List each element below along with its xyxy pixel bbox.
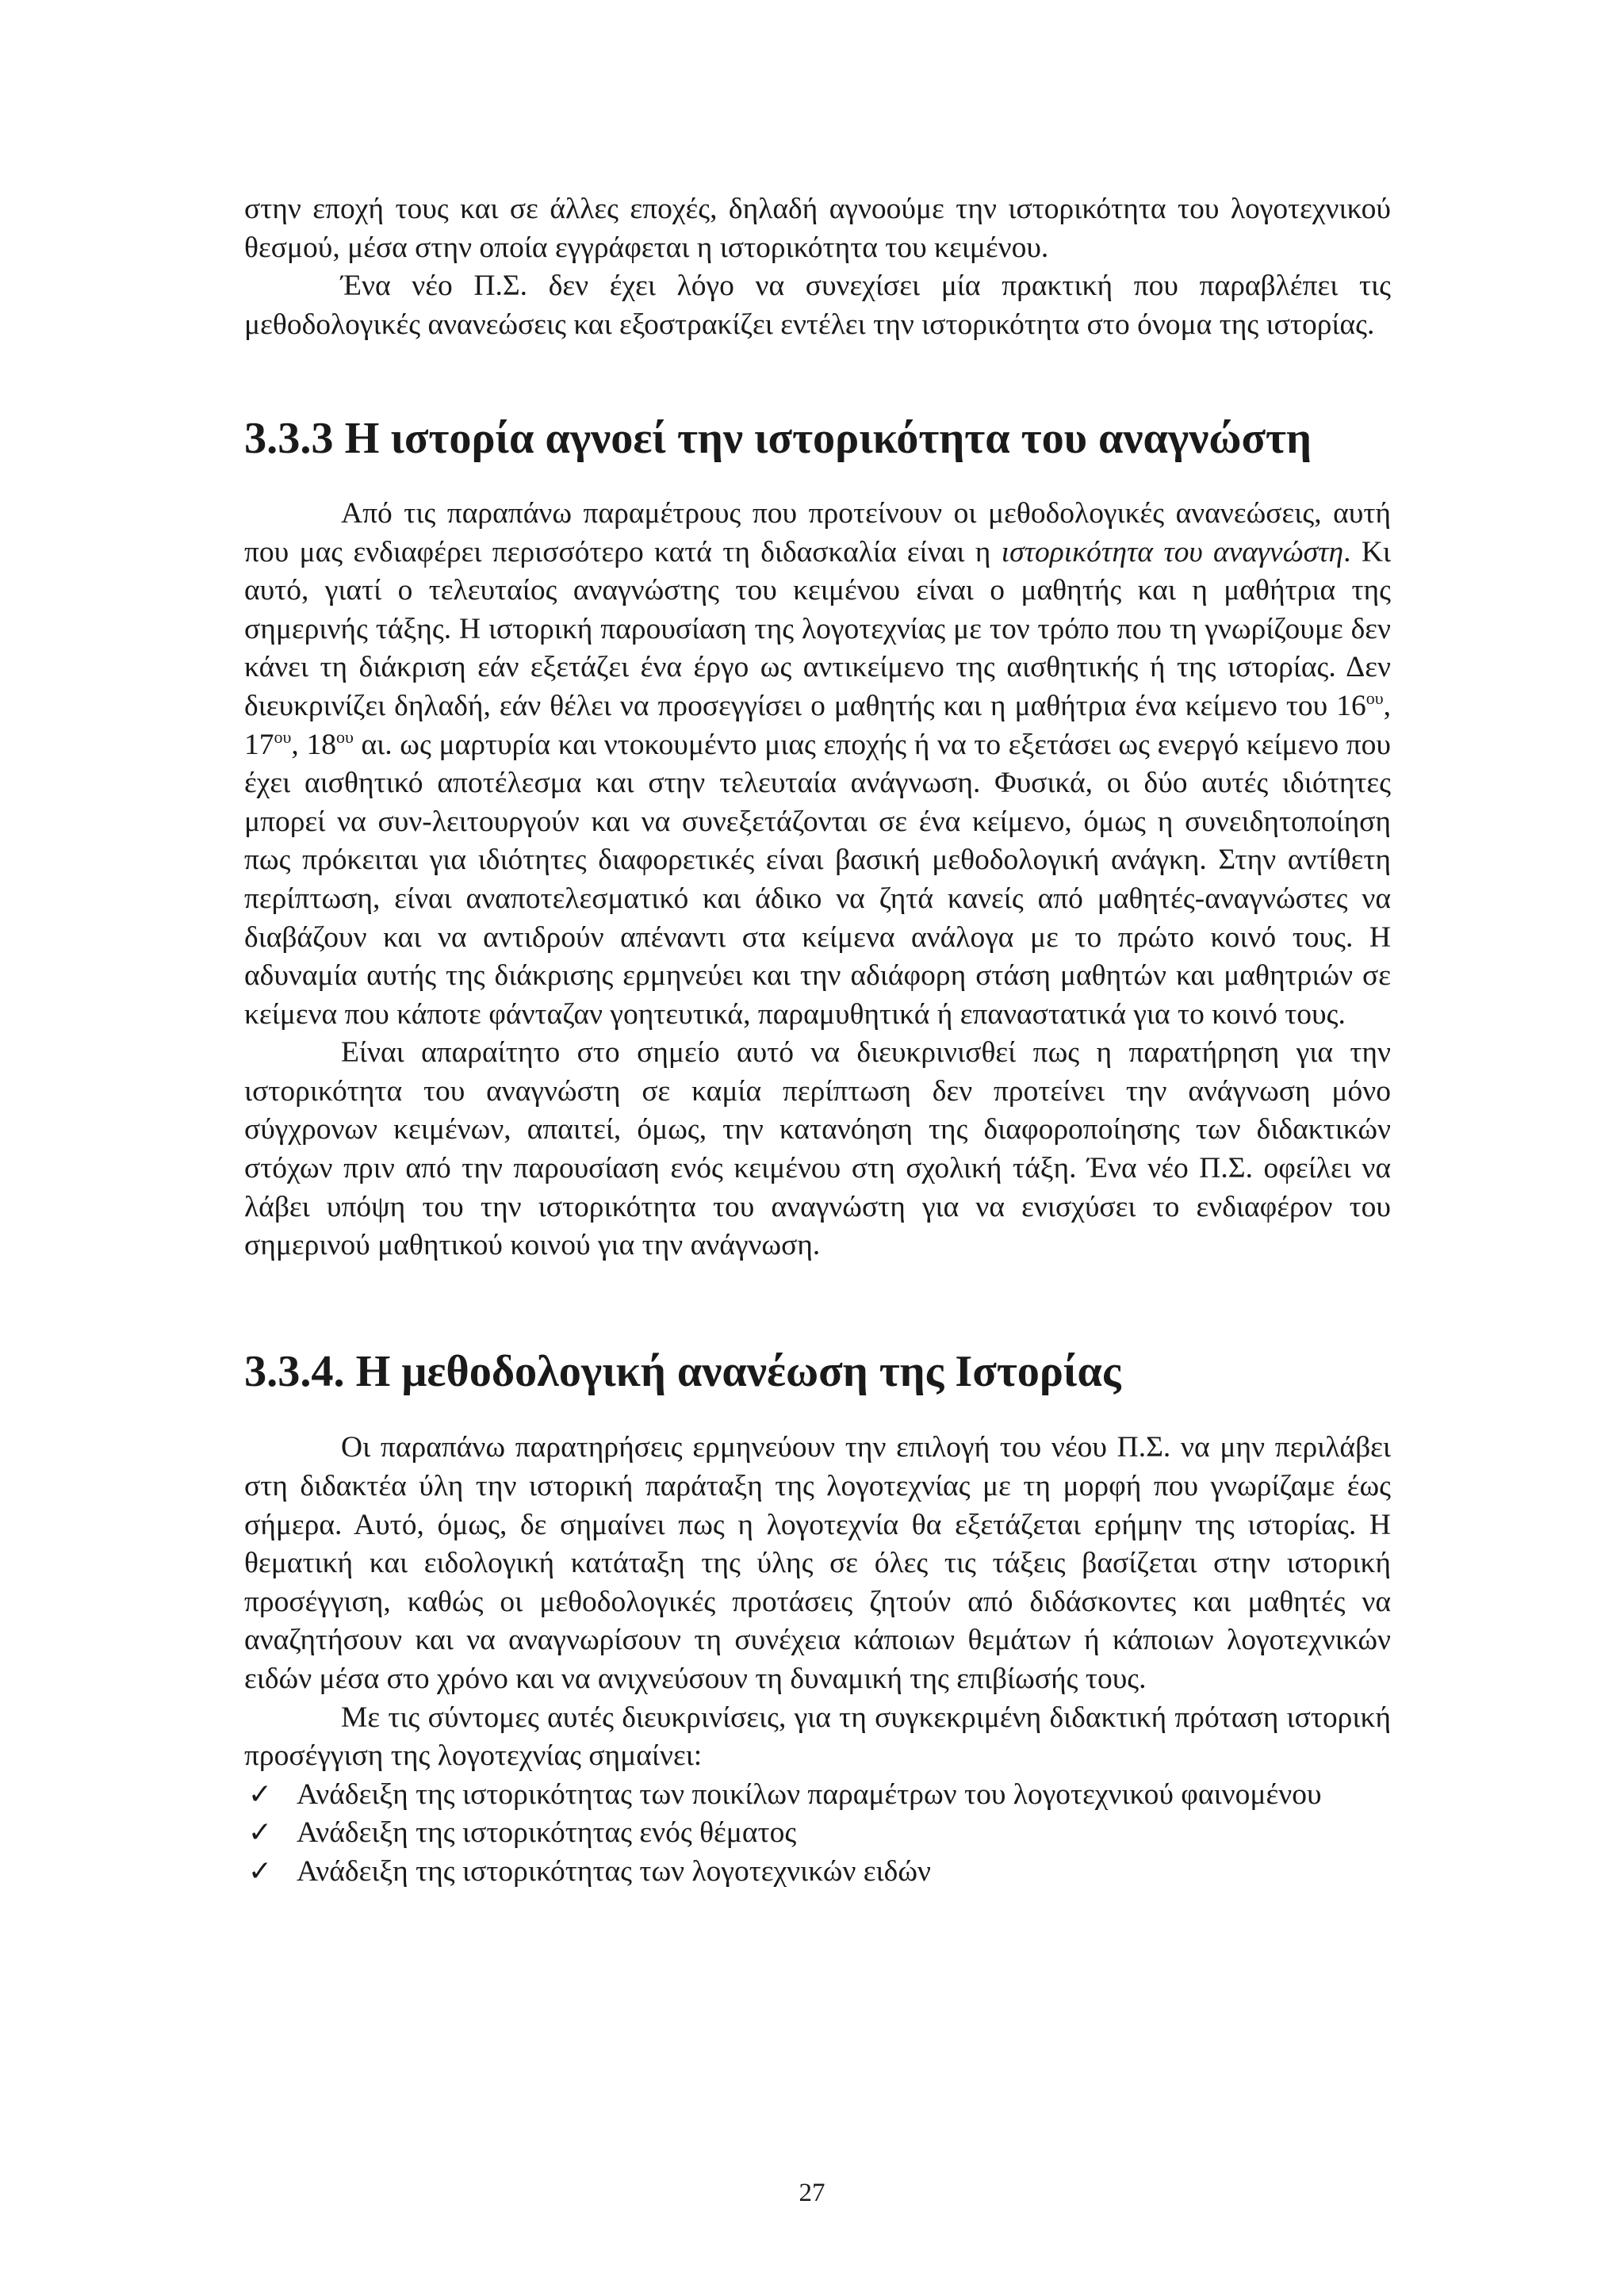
check-mark-icon: ✓ [247,1854,273,1888]
list-item: ✓ Ανάδειξη της ιστορικότητας ενός θέματος [244,1814,1391,1853]
page-number: 27 [799,2179,825,2207]
checklist [244,1776,1391,1892]
list-item: ✓ Ανάδειξη της ιστορικότητας των λογοτεχνικών ειδών [244,1853,1391,1892]
check-mark-icon: ✓ [247,1816,273,1850]
check-mark-icon: ✓ [247,1777,273,1811]
paragraph-reader-historicity: Από τις παραπάνω παραμέτρους που προτείνουν οι μεθοδολογικές ανανεώσεις, αυτή που μας ενδιαφέρει περισσότερο κατά τη διδασκαλία είναι η ιστορικότητα του αναγνώστη. Κι αυτό, γιατί ο τελευταίος αναγνώστης του κειμένου είναι ο μαθητής και η μαθήτρια της σημερινής τάξης. Η ιστορική παρουσίαση της λογοτεχνίας με τον τρόπο που τη γνωρίζουμε δεν κάνει τη διάκριση εάν εξετάζει ένα έργο ως αντικείμενο της αισθητικής ή της ιστορίας. Δεν διευκρινίζει δηλαδή, εάν θέλει να προσεγγίσει ο μαθητής και η μαθήτρια ένα κείμενο του $16^{o\upsilon}$, $17^{o\upsilon}$, $18^{o\upsilon}$ αι. ως μαρτυρία και ντοκουμέντο μιας εποχής ή να το εξετάσει ως ενεργό κείμενο που έχει αισθητικό αποτέλεσμα και στην τελευταία ανάγνωση. Φυσικά, οι δύο αυτές ιδιότητες μπορεί να συν-λειτουργούν και να συνεξετάζονται σε ένα κείμενο, όμως η συνειδητοποίηση πως πρόκειται για ιδιότητες διαφορετικές είναι βασική μεθοδολογική ανάγκη. Στην αντίθετη περίπτωση, είναι αναποτελεσματικό και άδικο να ζητά κανείς από μαθητές-αναγνώστες να διαβάζουν και να αντιδρούν απέναντι στα κείμενα ανάλογα με το πρώτο κοινό τους. Η αδυναμία αυτής της διάκρισης ερμηνεύει και την αδιάφορη στάση μαθητών και μαθητριών σε κείμενα που κάποτε φάνταζαν γοητευτικά, παραμυθητικά ή επαναστατικά για το κοινό τους. [244,496,1391,1031]
page-body [244,190,1391,1892]
paragraph-methodological-renewal: Οι παραπάνω παρατηρήσεις ερμηνεύουν την επιλογή του νέου Π.Σ. να μην περιλάβει στη διδακτέα ύλη την ιστορική παράταξη της λογοτεχνίας με τη μορφή που γνωρίζαμε έως σήμερα. Αυτό, όμως, δε σημαίνει πως η λογοτεχνία θα εξετάζεται ερήμην της ιστορίας. Η θεματική και ειδολογική κατάταξη της ύλης σε όλες τις τάξεις βασίζεται στην ιστορική προσέγγιση, καθώς οι μεθοδολογικές προτάσεις ζητούν από διδάσκοντες και μαθητές να αναζητήσουν και να αναγνωρίσουν τη συνέχεια κάποιων θεμάτων ή κάποιων λογοτεχνικών ειδών μέσα στο χρόνο και να ανιχνεύσουν τη δυναμική της επιβίωσής τους. [244,1431,1391,1695]
ordinal-suffix: ου [335,726,354,747]
paragraph-new-curriculum: Ένα νέο Π.Σ. δεν έχει λόγο να συνεχίσει μία πρακτική που παραβλέπει τις μεθοδολογικές ανανεώσεις και εξοστρακίζει εντέλει την ιστορικότητα στο όνομα της ιστορίας. [244,270,1391,341]
ordinal-suffix: ου [1365,687,1384,708]
paragraph-clarification: Είναι απαραίτητο στο σημείο αυτό να διευκρινισθεί πως η παρατήρηση για την ιστορικότητα του αναγνώστη σε καμία περίπτωση δεν προτείνει την ανάγνωση μόνο σύγχρονων κειμένων, απαιτεί, όμως, την κατανόηση της διαφοροποίησης των διδακτικών στόχων πριν από την παρουσίαση ενός κειμένου στη σχολική τάξη. Ένα νέο Π.Σ. οφείλει να λάβει υπόψη του την ιστορικότητα του αναγνώστη για να ενισχύσει το ενδιαφέρον του σημερινού μαθητικού κοινού για την ανάγνωση. [244,1036,1391,1262]
paragraph-continued: στην εποχή τους και σε άλλες εποχές, δηλαδή αγνοούμε την ιστορικότητα του λογοτεχνικού θεσμού, μέσα στην οποία εγγράφεται η ιστορικότητα του κειμένου. [244,193,1391,264]
section-heading-3-3-4: 3.3.4. Η μεθοδολογική ανανέωση της Ιστορίας [244,1346,1121,1396]
paragraph-historical-approach: Με τις σύντομες αυτές διευκρινίσεις, για τη συγκεκριμένη διδακτική πρόταση ιστορική προσέγγιση της λογοτεχνίας σημαίνει: [244,1701,1391,1773]
emphasis-reader-historicity: ιστορικότητα του αναγνώστη [1001,535,1344,568]
section-heading-3-3-3: 3.3.3 Η ιστορία αγνοεί την ιστορικότητα του αναγνώστη [244,414,1312,464]
list-item: ✓ Ανάδειξη της ιστορικότητας των ποικίλων παραμέτρων του λογοτεχνικού φαινομένου [244,1776,1391,1815]
ordinal-suffix: ου [274,726,292,747]
